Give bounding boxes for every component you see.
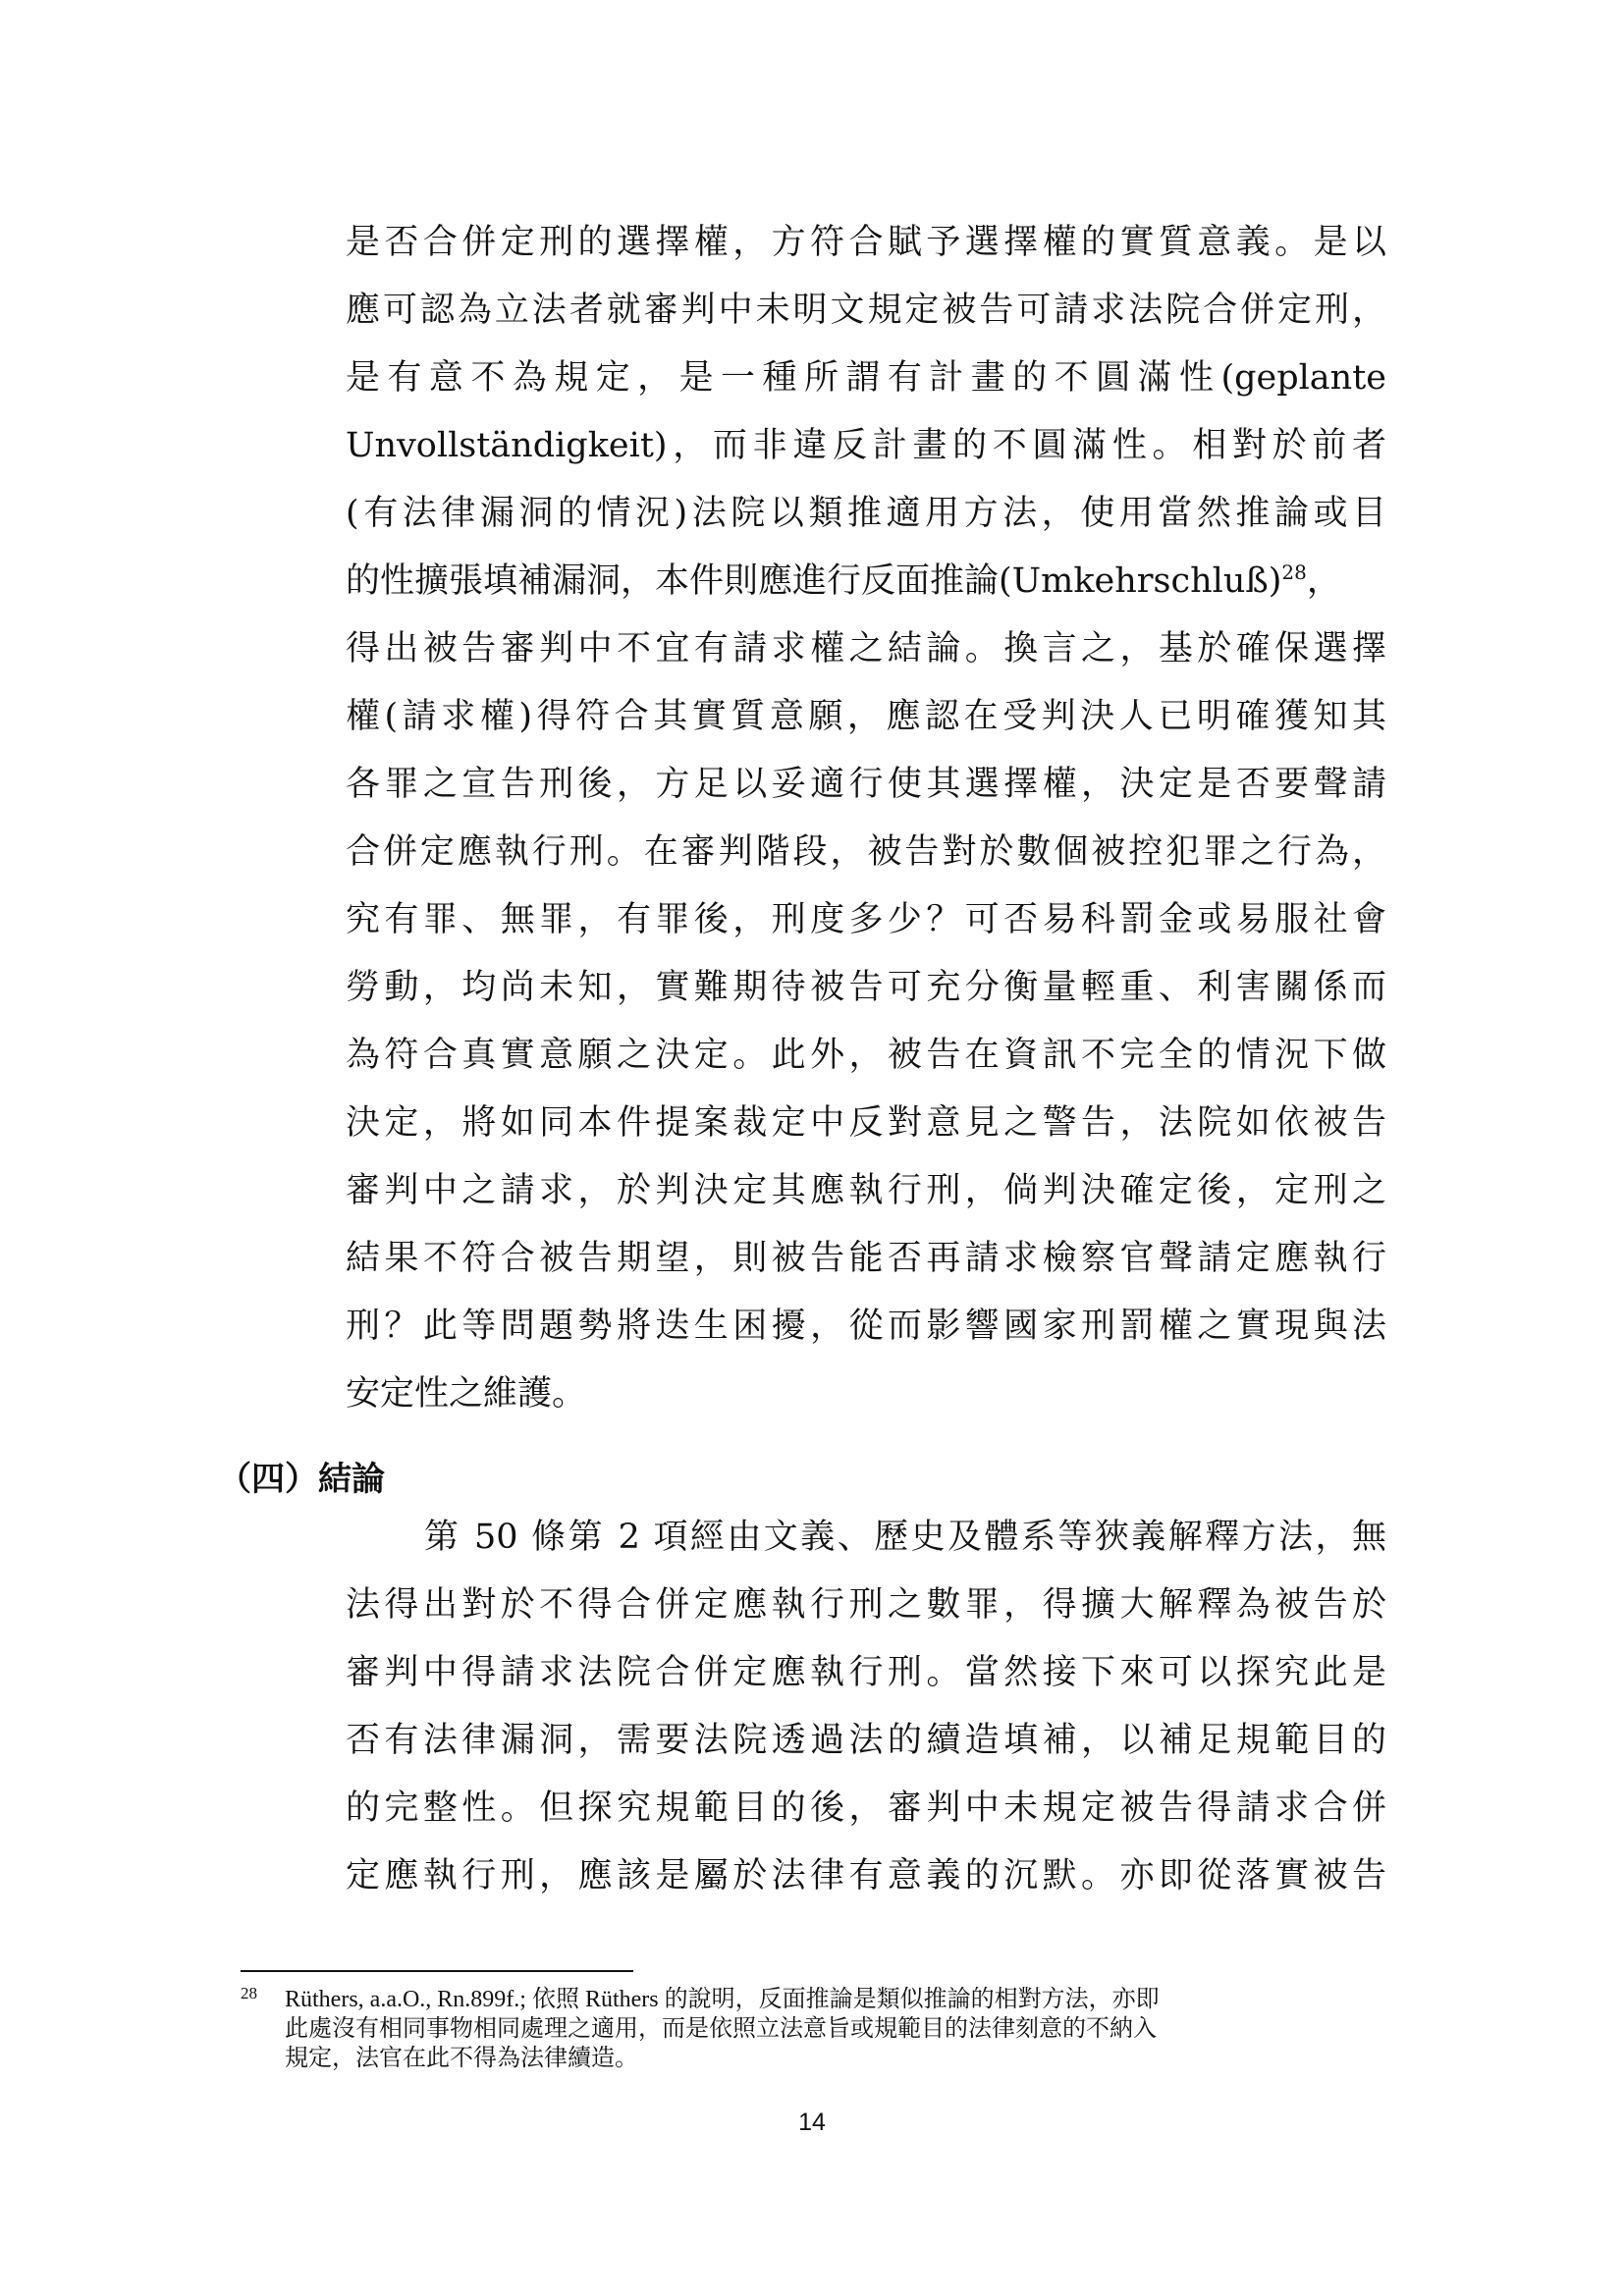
text-line: 應可認為立法者就審判中未明文規定被告可請求法院合併定刑， [346, 291, 1386, 330]
section-heading: （四）結論 [218, 1460, 385, 1499]
text-line: 決定，將如同本件提案裁定中反對意見之警告，法院如依被告 [346, 1103, 1386, 1143]
text-line: 否有法律漏洞，需要法院透過法的續造填補，以補足規範目的 [346, 1721, 1386, 1760]
text-line: 審判中之請求，於判決定其應執行刑，倘判決確定後，定刑之 [346, 1171, 1386, 1210]
text-line: 勞動，均尚未知，實難期待被告可充分衡量輕重、利害關係而 [346, 968, 1386, 1007]
text-line: 合併定應執行刑。在審判階段，被告對於數個被控犯罪之行為， [346, 832, 1386, 872]
text-line: 結果不符合被告期望，則被告能否再請求檢察官聲請定應執行 [346, 1239, 1386, 1278]
text-line: 審判中得請求法院合併定應執行刑。當然接下來可以探究此是 [346, 1653, 1386, 1692]
text-line-segment: ， [1306, 561, 1341, 601]
text-line: 法得出對於不得合併定應執行刑之數罪，得擴大解釋為被告於 [346, 1585, 1386, 1625]
footnote-separator [241, 1970, 633, 1972]
section-paragraph [346, 1504, 1386, 1910]
text-line: 為符合真實意願之決定。此外，被告在資訊不完全的情況下做 [346, 1036, 1386, 1075]
footnote-number: 28 [241, 1984, 257, 2002]
footnote [241, 1985, 1399, 2073]
text-line: 各罪之宣告刑後，方足以妥適行使其選擇權，決定是否要聲請 [346, 765, 1386, 804]
footnote-line: 規定，法官在此不得為法律續造。 [285, 2046, 638, 2071]
text-line: 是有意不為規定，是一種所謂有計畫的不圓滿性(geplante [346, 358, 1386, 398]
text-line: 究有罪、無罪，有罪後，刑度多少？可否易科罰金或易服社會 [346, 900, 1386, 939]
footnote-text [285, 1985, 1399, 2073]
text-line: 得出被告審判中不宜有請求權之結論。換言之，基於確保選擇 [346, 629, 1386, 668]
text-line-segment: 的性擴張填補漏洞，本件則應進行反面推論(Umkehrschluß) [346, 561, 1282, 601]
text-line: 第 50 條第 2 項經由文義、歷史及體系等狹義解釋方法，無 [424, 1518, 1386, 1557]
text-line: 定應執行刑，應該是屬於法律有意義的沉默。亦即從落實被告 [346, 1856, 1386, 1896]
text-line-with-footnote-ref [346, 548, 1386, 615]
text-line: 是否合併定刑的選擇權，方符合賦予選擇權的實質意義。是以 [346, 223, 1386, 262]
text-line: 的完整性。但探究規範目的後，審判中未規定被告得請求合併 [346, 1789, 1386, 1828]
body-paragraph [346, 209, 1386, 1428]
footnote-reference[interactable]: 28 [1281, 561, 1307, 584]
text-line: (有法律漏洞的情況)法院以類推適用方法，使用當然推論或目 [346, 494, 1386, 533]
text-line: 刑？此等問題勢將迭生困擾，從而影響國家刑罰權之實現與法 [346, 1307, 1386, 1346]
footnote-line: Rüthers, a.a.O., Rn.899f.; 依照 Rüthers 的說明，反面推論是類似推論的相對方法，亦即 [285, 1987, 1160, 2012]
footnote-line: 此處沒有相同事物相同處理之適用，而是依照立法意旨或規範目的法律刻意的不納入 [285, 2016, 1157, 2042]
text-line: 權(請求權)得符合其實質意願，應認在受判決人已明確獲知其 [346, 697, 1386, 736]
text-line: Unvollständigkeit)，而非違反計畫的不圓滿性。相對於前者 [346, 426, 1386, 465]
text-line: 安定性之維護。 [346, 1374, 587, 1414]
page-number: 14 [798, 2109, 826, 2136]
